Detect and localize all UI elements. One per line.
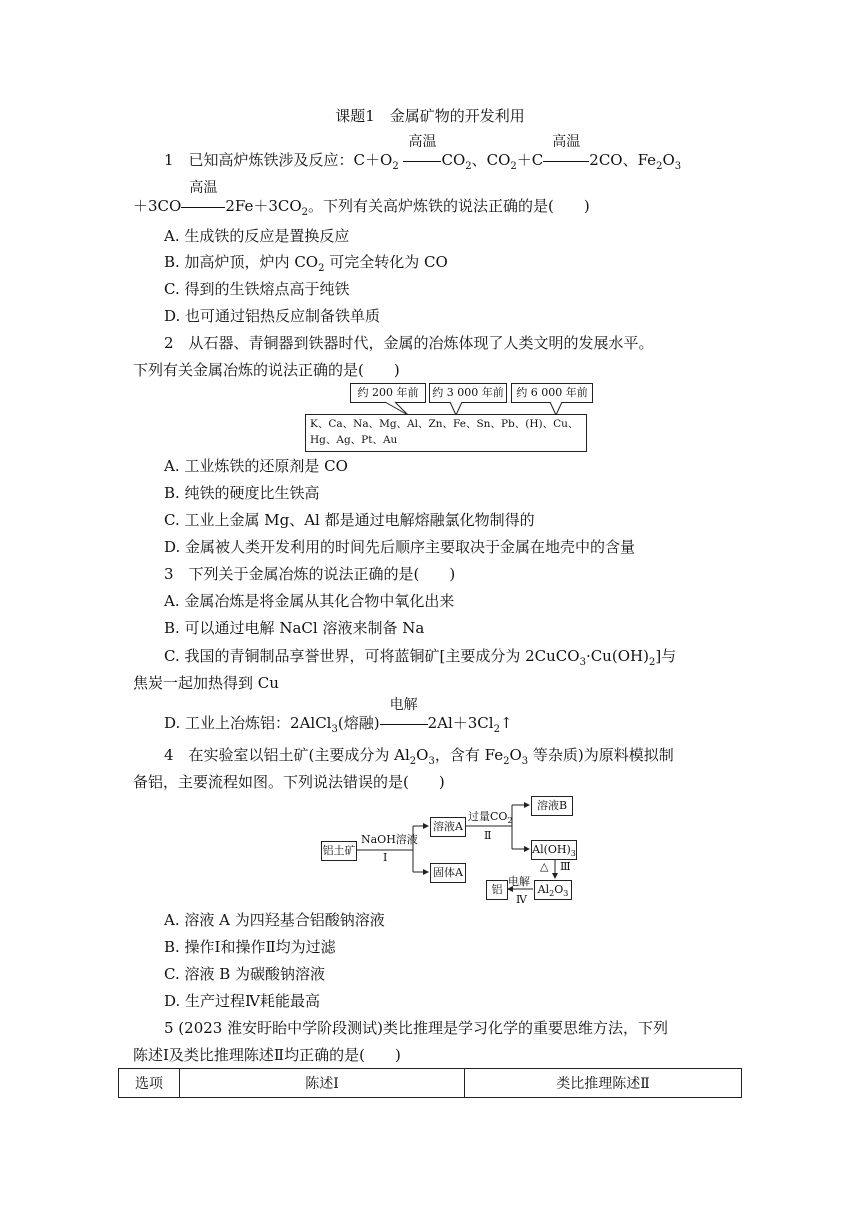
series-row-1: K、Ca、Na、Mg、Al、Zn、Fe、Sn、Pb、(H)、Cu、 <box>310 418 579 430</box>
label-heat: △ <box>540 860 549 873</box>
page-title: 课题1 金属矿物的开发利用 <box>335 107 525 125</box>
q5-stem-line1: 5 (2023 淮安盱眙中学阶段测试)类比推理是学习化学的重要思维方法，下列 <box>164 1019 668 1037</box>
q1-option-d: D. 也可通过铝热反应制备铁单质 <box>164 307 381 325</box>
reaction-condition: 电解 <box>380 713 428 733</box>
callout-6000-years: 约 6 000 年前 <box>511 383 593 403</box>
reaction-condition: 高温 <box>181 196 225 216</box>
q4-option-d: D. 生产过程Ⅳ耗能最高 <box>164 992 321 1010</box>
q2-option-d: D. 金属被人类开发利用的时间先后顺序主要取决于金属在地壳中的含量 <box>164 538 636 556</box>
node-solution-a: 溶液A <box>430 817 466 837</box>
label-excess-co2: 过量$CO_2$ <box>468 810 513 826</box>
reaction-condition: 高温 <box>403 150 441 170</box>
q2-stem-line1: 2 从石器、青铜器到铁器时代，金属的冶炼体现了人类文明的发展水平。 <box>164 334 654 352</box>
q4-option-a: A. 溶液 A 为四羟基合铝酸钠溶液 <box>164 911 385 929</box>
gas-arrow: ↑ <box>499 714 513 732</box>
label-step-4: Ⅳ <box>516 893 527 906</box>
table-header-row <box>119 1069 742 1098</box>
q3-option-c-line1: C. 我国的青铜制品享誉世界，可将蓝铜矿[主要成分为 $2CuCO_3\cdot Cu(OH)_2$]与 <box>164 647 677 668</box>
node-solution-b: 溶液B <box>531 796 573 816</box>
q4-option-b: B. 操作Ⅰ和操作Ⅱ均为过滤 <box>164 938 336 956</box>
node-solid-a: 固体A <box>430 863 466 883</box>
q2-option-a: A. 工业炼铁的还原剂是 CO <box>164 457 348 475</box>
node-bauxite: 铝土矿 <box>321 841 357 861</box>
series-row-2: Hg、Ag、Pt、Au <box>310 434 398 446</box>
q2-option-c: C. 工业上金属 Mg、Al 都是通过电解熔融氯化物制得的 <box>164 511 535 529</box>
label-naoh: NaOH溶液 <box>361 833 418 846</box>
label-electrolysis: 电解 <box>508 875 530 888</box>
q1-stem-line2: ＋3CO 高温 $2Fe+3CO_2$。下列有关高炉炼铁的说法正确的是( ) <box>133 180 590 218</box>
reaction-condition: 高温 <box>543 150 589 170</box>
header-option: 选项 <box>119 1069 180 1098</box>
label-step-3: Ⅲ <box>560 860 571 873</box>
q4-option-c: C. 溶液 B 为碳酸钠溶液 <box>164 965 326 983</box>
node-aluminum-hydroxide: $Al(OH)_3$ <box>531 840 577 860</box>
q3-option-b: B. 可以通过电解 NaCl 溶液来制备 Na <box>164 619 425 637</box>
q1-option-c: C. 得到的生铁熔点高于纯铁 <box>164 280 350 298</box>
callout-200-years: 约 200 年前 <box>350 383 426 403</box>
q2-option-b: B. 纯铁的硬度比生铁高 <box>164 484 320 502</box>
q2-stem-line2: 下列有关金属冶炼的说法正确的是( ) <box>133 361 400 379</box>
callout-3000-years: 约 3 000 年前 <box>429 383 507 403</box>
node-aluminum: 铝 <box>486 880 508 900</box>
q4-stem-line1: 4 在实验室以铝土矿(主要成分为 $Al_2O_3$，含有 $Fe_2O_3$ 等杂质)为原料模拟制 <box>164 746 674 767</box>
q3-option-a: A. 金属冶炼是将金属从其化合物中氧化出来 <box>164 592 455 610</box>
label-step-2: Ⅱ <box>484 829 492 842</box>
q3-option-d: D. 工业上冶炼铝：2AlCl$_3$(熔融) 电解 $2Al+3Cl_2↑$ <box>164 697 513 735</box>
q4-stem-line2: 备铝，主要流程如图。下列说法错误的是( ) <box>133 773 445 791</box>
label-step-1: Ⅰ <box>383 851 388 864</box>
q1-option-b: B. 加高炉顶，炉内 $CO_2$ 可完全转化为 CO <box>164 253 448 274</box>
comparison-table <box>118 1068 742 1098</box>
node-alumina: $Al_2O_3$ <box>534 880 572 900</box>
q3-stem: 3 下列关于金属冶炼的说法正确的是( ) <box>164 565 456 583</box>
q3-option-c-line2: 焦炭一起加热得到 Cu <box>133 674 279 692</box>
header-statement-2: 类比推理陈述Ⅱ <box>465 1069 742 1098</box>
q5-stem-line2: 陈述Ⅰ及类比推理陈述Ⅱ均正确的是( ) <box>133 1046 401 1064</box>
header-statement-1: 陈述Ⅰ <box>180 1069 465 1098</box>
q1-stem-line1: 1 已知高炉炼铁涉及反应：$C+O_2$ 高温 $CO_2$、$CO_2+C$ 高温 2CO、$Fe_2O_3$ <box>164 134 682 172</box>
q1-option-a: A. 生成铁的反应是置换反应 <box>164 227 350 245</box>
